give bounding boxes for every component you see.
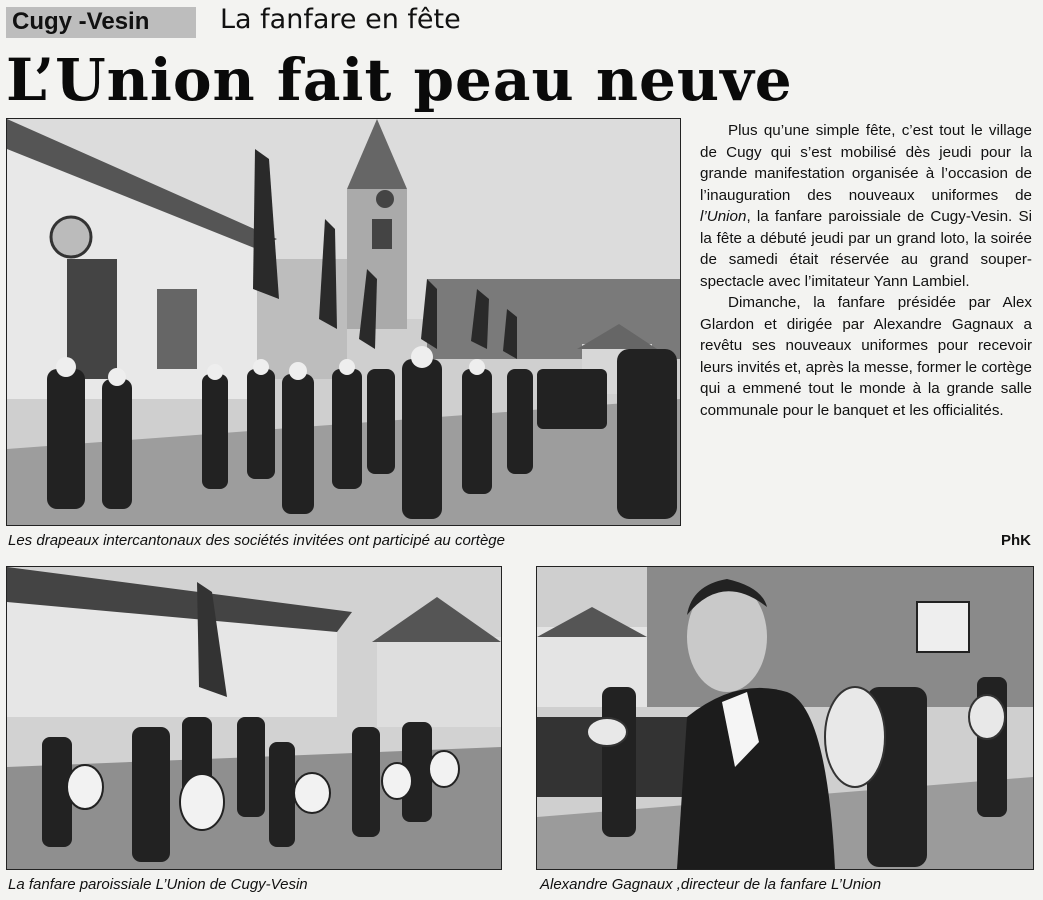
main-photo-scene	[7, 119, 680, 525]
location-tag	[6, 7, 196, 38]
main-photo	[6, 118, 681, 526]
bottom-right-photo	[536, 566, 1034, 870]
kicker: La fanfare en fête	[220, 4, 461, 35]
article-body	[700, 120, 1032, 421]
location-tag-text: Cugy -Vesin	[12, 8, 150, 35]
bottom-right-photo-scene	[537, 567, 1033, 869]
bottom-left-caption: La fanfare paroissiale L’Union de Cugy-Vesin	[8, 876, 308, 893]
article-paragraph-1-part-2: , la fanfare paroissiale de Cugy-Vesin. Si la fête a débuté jeudi par un grand loto, la soirée de samedi était réservée au grand souper-spectacle avec l’imitateur Yann Lambiel.	[700, 208, 1032, 290]
bottom-left-photo-scene	[7, 567, 501, 869]
article-paragraph-1-part-1: Plus qu’une simple fête, c’est tout le village de Cugy qui s’est mobilisé dès jeudi pour la grande manifestation organisée à l’occasion de l’inauguration des nouveaux uniformes de	[700, 122, 1032, 204]
bottom-right-caption: Alexandre Gagnaux ,directeur de la fanfare L’Union	[540, 876, 882, 893]
article-paragraph-1-italic: l’Union	[700, 208, 747, 225]
main-photo-caption: Les drapeaux intercantonaux des sociétés invitées ont participé au cortège	[8, 532, 505, 549]
article-paragraph-1	[700, 120, 1032, 292]
byline: PhK	[1001, 532, 1031, 549]
headline: L’Union fait peau neuve	[6, 46, 793, 114]
article-paragraph-2: Dimanche, la fanfare présidée par Alex Glardon et dirigée par Alexandre Gagnaux a revêtu ses nouveaux uniformes pour recevoir leurs invités et, après la messe, former le cortège qui a emmené tout le monde à la grande salle communale pour le banquet et les officialités.	[700, 294, 1032, 419]
bottom-left-photo	[6, 566, 502, 870]
